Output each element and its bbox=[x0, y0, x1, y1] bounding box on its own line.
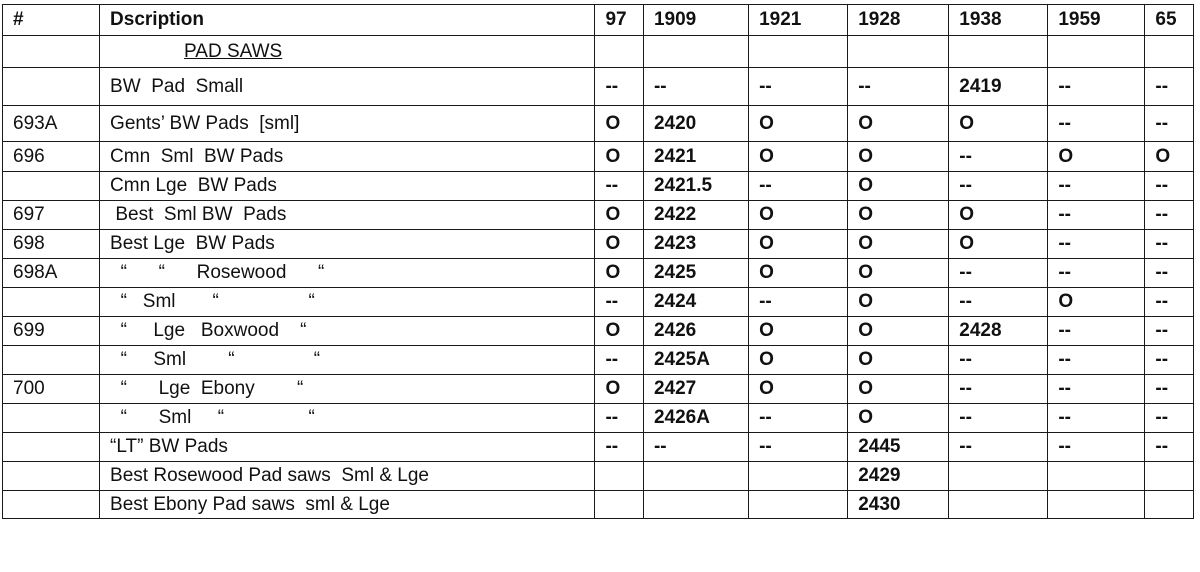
year-value-cell: O bbox=[949, 106, 1048, 142]
year-value-cell: O bbox=[595, 259, 644, 288]
year-value-cell: -- bbox=[595, 346, 644, 375]
year-value-cell: O bbox=[848, 106, 949, 142]
header-year: 1959 bbox=[1048, 5, 1145, 36]
year-value-cell: 2420 bbox=[643, 106, 748, 142]
row-description: BW Pad Small bbox=[100, 68, 595, 106]
year-value-cell: -- bbox=[949, 346, 1048, 375]
year-value-cell: -- bbox=[595, 172, 644, 201]
year-value-cell: -- bbox=[1145, 433, 1194, 462]
year-value-cell: O bbox=[749, 201, 848, 230]
row-number bbox=[3, 462, 100, 491]
empty-cell bbox=[1048, 36, 1145, 68]
year-value-cell: -- bbox=[595, 68, 644, 106]
year-value-cell: 2426A bbox=[643, 404, 748, 433]
row-description: Cmn Sml BW Pads bbox=[100, 142, 595, 172]
section-row bbox=[3, 36, 1194, 68]
year-value-cell: -- bbox=[1145, 288, 1194, 317]
year-value-cell: 2419 bbox=[949, 68, 1048, 106]
row-description: “ Sml “ “ bbox=[100, 288, 595, 317]
row-description: Best Ebony Pad saws sml & Lge bbox=[100, 491, 595, 519]
empty-cell bbox=[595, 36, 644, 68]
year-value-cell: O bbox=[848, 404, 949, 433]
row-number: 700 bbox=[3, 375, 100, 404]
year-value-cell: -- bbox=[1048, 68, 1145, 106]
year-value-cell: O bbox=[595, 142, 644, 172]
year-value-cell: -- bbox=[949, 142, 1048, 172]
table-row bbox=[3, 404, 1194, 433]
year-value-cell: O bbox=[749, 346, 848, 375]
table-row bbox=[3, 462, 1194, 491]
year-value-cell bbox=[643, 491, 748, 519]
year-value-cell bbox=[749, 491, 848, 519]
row-number: 698A bbox=[3, 259, 100, 288]
row-number: 699 bbox=[3, 317, 100, 346]
row-number: 693A bbox=[3, 106, 100, 142]
empty-cell bbox=[848, 36, 949, 68]
year-value-cell: -- bbox=[1048, 230, 1145, 259]
year-value-cell: O bbox=[848, 288, 949, 317]
year-value-cell: -- bbox=[848, 68, 949, 106]
year-value-cell: 2445 bbox=[848, 433, 949, 462]
year-value-cell: 2425 bbox=[643, 259, 748, 288]
year-value-cell: 2428 bbox=[949, 317, 1048, 346]
row-description: Gents’ BW Pads [sml] bbox=[100, 106, 595, 142]
year-value-cell: -- bbox=[1048, 346, 1145, 375]
year-value-cell: -- bbox=[949, 172, 1048, 201]
row-number bbox=[3, 68, 100, 106]
year-value-cell: -- bbox=[1145, 375, 1194, 404]
year-value-cell: O bbox=[848, 346, 949, 375]
header-year: 1938 bbox=[949, 5, 1048, 36]
table-row bbox=[3, 259, 1194, 288]
year-value-cell: -- bbox=[749, 404, 848, 433]
year-value-cell: O bbox=[595, 317, 644, 346]
year-value-cell bbox=[949, 462, 1048, 491]
row-number: 697 bbox=[3, 201, 100, 230]
header-description: Dscription bbox=[100, 5, 595, 36]
year-value-cell: -- bbox=[749, 433, 848, 462]
row-number bbox=[3, 288, 100, 317]
year-value-cell: -- bbox=[949, 288, 1048, 317]
year-value-cell: 2422 bbox=[643, 201, 748, 230]
row-description: “ Lge Boxwood “ bbox=[100, 317, 595, 346]
table-row bbox=[3, 172, 1194, 201]
year-value-cell: O bbox=[848, 172, 949, 201]
row-number bbox=[3, 172, 100, 201]
year-value-cell: 2423 bbox=[643, 230, 748, 259]
year-value-cell: O bbox=[949, 201, 1048, 230]
empty-cell bbox=[1145, 36, 1194, 68]
row-description: “ Sml “ “ bbox=[100, 404, 595, 433]
year-value-cell: -- bbox=[749, 172, 848, 201]
header-number: # bbox=[3, 5, 100, 36]
table-row bbox=[3, 106, 1194, 142]
year-value-cell: -- bbox=[643, 433, 748, 462]
year-value-cell: -- bbox=[1048, 172, 1145, 201]
year-value-cell bbox=[749, 462, 848, 491]
table-row bbox=[3, 230, 1194, 259]
pad-saws-catalog-table bbox=[2, 4, 1194, 519]
row-number bbox=[3, 404, 100, 433]
year-value-cell: -- bbox=[595, 404, 644, 433]
row-number bbox=[3, 346, 100, 375]
year-value-cell: O bbox=[595, 230, 644, 259]
year-value-cell: -- bbox=[949, 404, 1048, 433]
year-value-cell: -- bbox=[1145, 346, 1194, 375]
year-value-cell bbox=[595, 462, 644, 491]
header-year: 1909 bbox=[643, 5, 748, 36]
year-value-cell: 2429 bbox=[848, 462, 949, 491]
year-value-cell: -- bbox=[1145, 230, 1194, 259]
year-value-cell: -- bbox=[1048, 106, 1145, 142]
year-value-cell: -- bbox=[949, 259, 1048, 288]
row-description: “LT” BW Pads bbox=[100, 433, 595, 462]
header-year: 65 bbox=[1145, 5, 1194, 36]
year-value-cell: O bbox=[749, 317, 848, 346]
year-value-cell: O bbox=[848, 201, 949, 230]
year-value-cell bbox=[1048, 462, 1145, 491]
year-value-cell: O bbox=[749, 259, 848, 288]
table-row bbox=[3, 375, 1194, 404]
header-year: 97 bbox=[595, 5, 644, 36]
row-description: Cmn Lge BW Pads bbox=[100, 172, 595, 201]
year-value-cell: -- bbox=[1048, 433, 1145, 462]
row-description: Best Sml BW Pads bbox=[100, 201, 595, 230]
row-number: 696 bbox=[3, 142, 100, 172]
year-value-cell: -- bbox=[1145, 68, 1194, 106]
year-value-cell: O bbox=[595, 201, 644, 230]
year-value-cell: O bbox=[848, 230, 949, 259]
year-value-cell: O bbox=[749, 142, 848, 172]
year-value-cell: -- bbox=[643, 68, 748, 106]
year-value-cell: O bbox=[1145, 142, 1194, 172]
year-value-cell: -- bbox=[1145, 106, 1194, 142]
year-value-cell: -- bbox=[1145, 172, 1194, 201]
year-value-cell bbox=[1048, 491, 1145, 519]
year-value-cell: -- bbox=[1048, 201, 1145, 230]
year-value-cell: -- bbox=[1145, 317, 1194, 346]
row-description: Best Rosewood Pad saws Sml & Lge bbox=[100, 462, 595, 491]
row-number: 698 bbox=[3, 230, 100, 259]
year-value-cell: O bbox=[595, 375, 644, 404]
year-value-cell: 2427 bbox=[643, 375, 748, 404]
year-value-cell: O bbox=[848, 259, 949, 288]
table-row bbox=[3, 317, 1194, 346]
year-value-cell: O bbox=[949, 230, 1048, 259]
table-row bbox=[3, 201, 1194, 230]
section-number-cell bbox=[3, 36, 100, 68]
empty-cell bbox=[749, 36, 848, 68]
year-value-cell: O bbox=[749, 106, 848, 142]
header-year: 1928 bbox=[848, 5, 949, 36]
table-row bbox=[3, 346, 1194, 375]
row-description: Best Lge BW Pads bbox=[100, 230, 595, 259]
year-value-cell bbox=[949, 491, 1048, 519]
row-description: “ “ Rosewood “ bbox=[100, 259, 595, 288]
year-value-cell: -- bbox=[1048, 375, 1145, 404]
year-value-cell bbox=[643, 462, 748, 491]
year-value-cell: -- bbox=[749, 288, 848, 317]
year-value-cell: -- bbox=[1048, 317, 1145, 346]
row-description: “ Sml “ “ bbox=[100, 346, 595, 375]
year-value-cell: 2421.5 bbox=[643, 172, 748, 201]
empty-cell bbox=[643, 36, 748, 68]
year-value-cell: -- bbox=[595, 433, 644, 462]
year-value-cell: -- bbox=[1145, 259, 1194, 288]
year-value-cell: O bbox=[1048, 288, 1145, 317]
year-value-cell: -- bbox=[949, 433, 1048, 462]
year-value-cell: -- bbox=[1145, 404, 1194, 433]
year-value-cell bbox=[595, 491, 644, 519]
row-number bbox=[3, 433, 100, 462]
table-row bbox=[3, 433, 1194, 462]
table-row bbox=[3, 142, 1194, 172]
year-value-cell bbox=[1145, 491, 1194, 519]
table-body bbox=[3, 36, 1194, 519]
year-value-cell: O bbox=[595, 106, 644, 142]
year-value-cell: 2430 bbox=[848, 491, 949, 519]
year-value-cell: -- bbox=[1048, 404, 1145, 433]
table-row bbox=[3, 491, 1194, 519]
year-value-cell: -- bbox=[949, 375, 1048, 404]
year-value-cell: -- bbox=[749, 68, 848, 106]
year-value-cell: O bbox=[749, 230, 848, 259]
header-year: 1921 bbox=[749, 5, 848, 36]
year-value-cell: 2426 bbox=[643, 317, 748, 346]
year-value-cell: -- bbox=[1145, 201, 1194, 230]
year-value-cell: O bbox=[749, 375, 848, 404]
year-value-cell: O bbox=[848, 317, 949, 346]
year-value-cell: 2421 bbox=[643, 142, 748, 172]
row-description: “ Lge Ebony “ bbox=[100, 375, 595, 404]
year-value-cell: -- bbox=[1048, 259, 1145, 288]
year-value-cell: O bbox=[848, 142, 949, 172]
header-row bbox=[3, 5, 1194, 36]
section-title: PAD SAWS bbox=[100, 36, 595, 68]
year-value-cell bbox=[1145, 462, 1194, 491]
year-value-cell: 2425A bbox=[643, 346, 748, 375]
table-row bbox=[3, 288, 1194, 317]
empty-cell bbox=[949, 36, 1048, 68]
year-value-cell: O bbox=[1048, 142, 1145, 172]
year-value-cell: O bbox=[848, 375, 949, 404]
row-number bbox=[3, 491, 100, 519]
year-value-cell: -- bbox=[595, 288, 644, 317]
table-row bbox=[3, 68, 1194, 106]
year-value-cell: 2424 bbox=[643, 288, 748, 317]
